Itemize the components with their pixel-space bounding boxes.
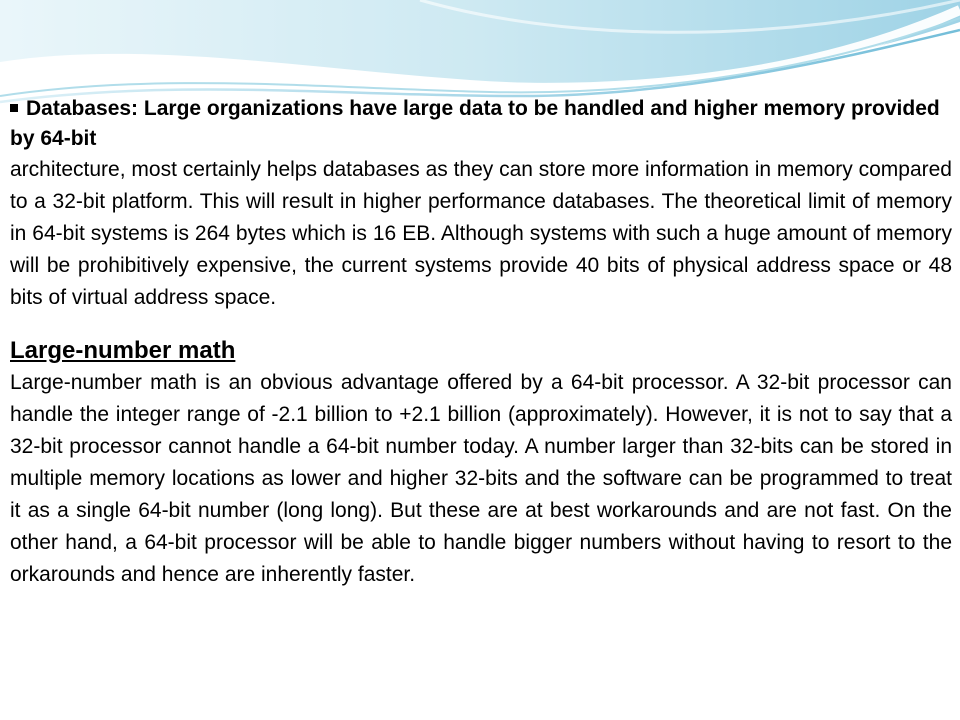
- databases-heading: Databases: Large organizations have large data to be handled and higher memory provided by 64-bit: [10, 97, 940, 150]
- databases-body: architecture, most certainly helps databases as they can store more information in memory compared to a 32-bit platform. This will result in higher performance databases. The theoretical limit of memory in 64-bit systems is 264 bytes which is 16 EB. Although systems with such a huge amount of memory will be prohibitively expensive, the current systems provide 40 bits of physical address space or 48 bits of virtual address space.: [10, 158, 952, 309]
- large-number-math-body: Large-number math is an obvious advantage offered by a 64-bit processor. A 32-bit processor can handle the integer range of -2.1 billion to +2.1 billion (approximately). However, it is not to say that a 32-bit processor cannot handle a 64-bit number today. A number larger than 32-bits can be stored in multiple memory locations as lower and higher 32-bits and the software can be programmed to treat it as a single 64-bit number (long long). But these are at best workarounds and are not fast. On the other hand, a 64-bit processor will be able to handle bigger numbers without having to resort to the orkarounds and hence are inherently faster.: [10, 371, 952, 586]
- databases-heading-line: [10, 94, 952, 154]
- slide-content: [10, 94, 952, 591]
- square-bullet-icon: [10, 104, 18, 112]
- large-number-math-heading: Large-number math: [10, 337, 236, 364]
